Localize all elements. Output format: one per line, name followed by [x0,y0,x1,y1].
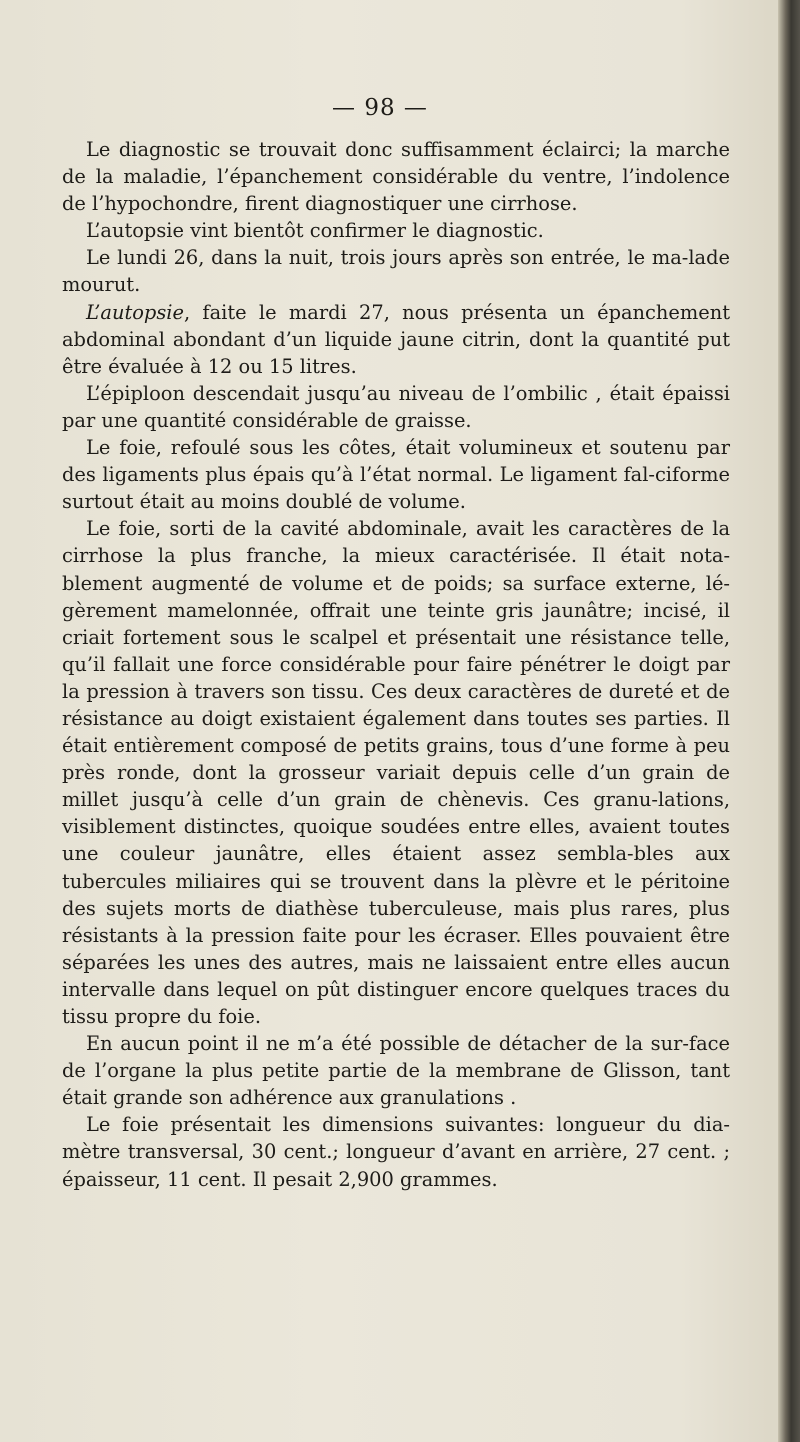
paragraph-diagnosis: Le diagnostic se trouvait donc suffisamment éclairci; la marche de la maladie, l’épanchement considérable du ventre, l’indolence de l’hypochondre, firent diagnostiquer une cirrhose. [62,138,730,216]
paragraph-autopsy-findings [62,299,730,380]
autopsy-italic-term: L’autopsie [86,300,184,324]
paragraph-liver-dimensions: Le foie présentait les dimensions suivantes: longueur du dia-mètre transversal, 30 cent.; longueur d’avant en arrière, 27 cent. ; épaisseur, 11 cent. Il pesait 2,900 grammes. [62,1113,730,1191]
paragraph-glisson-membrane: En aucun point il ne m’a été possible de détacher de la sur-face de l’organe la plus petite partie de la membrane de Glisson, tant était grande son adhérence aux granulations . [62,1032,730,1110]
body-text [62,136,730,1193]
paragraph-liver-position: Le foie, refoulé sous les côtes, était volumineux et soutenu par des ligaments plus épais qu’à l’état normal. Le ligament fal-ciforme surtout était au moins doublé de volume. [62,436,730,514]
page-number: — 98 — [332,95,428,121]
paragraph-death: Le lundi 26, dans la nuit, trois jours après son entrée, le ma-lade mourut. [62,246,730,297]
paragraph-epiploon: L’épiploon descendait jusqu’au niveau de l’ombilic , était épaissi par une quantité considérable de graisse. [62,381,730,432]
autopsy-findings-text: , faite le mardi 27, nous présenta un épanchement abdominal abondant d’un liquide jaune citrin, dont la quantité put être évaluée à 12 ou 15 litres. [62,300,730,378]
paragraph-autopsy-confirm: L’autopsie vint bientôt confirmer le diagnostic. [86,219,544,243]
page-binding-edge [778,0,800,1442]
paragraph-liver-description: Le foie, sorti de la cavité abdominale, avait les caractères de la cirrhose la plus franche, la mieux caractérisée. Il était nota-blement augmenté de volume et de poids; sa surface externe, lé-gèrement mamelonnée, offrait une teinte gris jaunâtre; incisé, il criait fortement sous le scalpel et présentait une résistance telle, qu’il fallait une force considérable pour faire pénétrer le doigt par la pression à travers son tissu. Ces deux caractères de dureté et de résistance au doigt existaient également dans toutes ses parties. Il était entièrement composé de petits grains, tous d’une forme à peu près ronde, dont la grosseur variait depuis celle d’un grain de millet jusqu’à celle d’un grain de chènevis. Ces granu-lations, visiblement distinctes, quoique soudées entre elles, avaient toutes une couleur jaunâtre, elles étaient assez sembla-bles aux tubercules miliaires qui se trouvent dans la plèvre et le péritoine des sujets morts de diathèse tuberculeuse, mais plus rares, plus résistants à la pression faite pour les écraser. Elles pouvaient être séparées les unes des autres, mais ne laissaient entre elles aucun intervalle dans lequel on pût distinguer encore quelques traces du tissu propre du foie. [62,517,730,1028]
